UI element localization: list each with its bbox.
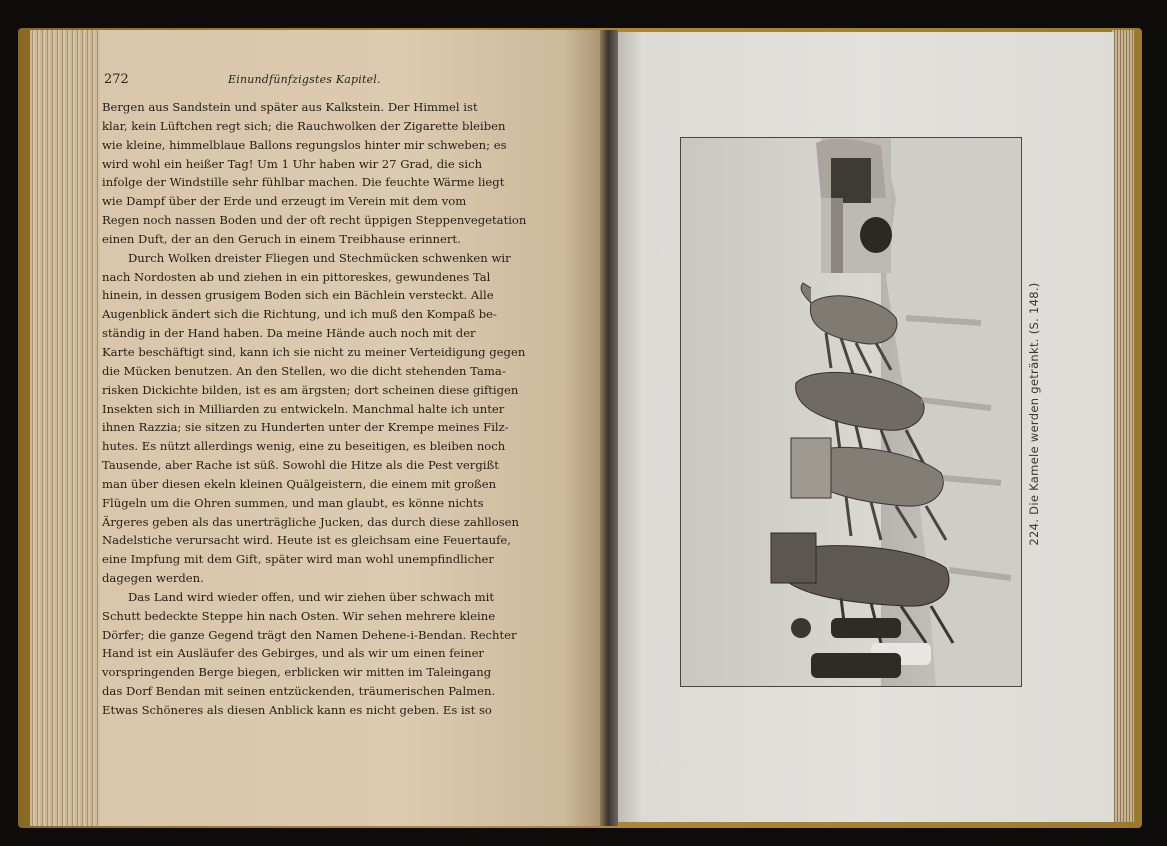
text-line: Hand ist ein Ausläufer des Gebirges, und als wir um einen feiner [102, 646, 484, 661]
text-line: hutes. Es nützt allerdings wenig, eine zu beseitigen, es bleiben noch [102, 439, 506, 454]
text-line: Regen noch nassen Boden und der oft recht üppigen Steppenvegetation [102, 213, 527, 228]
text-line: ständig in der Hand haben. Da meine Hände auch noch mit der [102, 326, 476, 341]
text-line: wie kleine, himmelblaue Ballons regungslos hinter mir schweben; es [102, 137, 507, 152]
text-line: nach Nordosten ab und ziehen in ein pittoreskes, gewundenes Tal [102, 269, 491, 284]
text-line: man über diesen ekeln kleinen Quälgeistern, die einem mit großen [102, 476, 497, 491]
text-line: Flügeln um die Ohren summen, und man glaubt, es könne nichts [102, 495, 484, 510]
text-line: ihnen Razzia; sie sitzen zu Hunderten unter der Krempe meines Filz- [102, 420, 509, 435]
text-line: Das Land wird wieder offen, und wir ziehen über schwach mit [128, 589, 495, 604]
text-line: hinein, in dessen grusigem Boden sich ein Bächlein versteckt. Alle [102, 288, 494, 303]
text-line: Durch Wolken dreister Fliegen und Stechmücken schwenken wir [128, 250, 511, 265]
text-line: die Mücken benutzen. An den Stellen, wo die dicht stehenden Tama- [102, 363, 506, 378]
text-line: Insekten sich in Milliarden zu entwickeln. Manchmal halte ich unter [102, 401, 505, 416]
text-line: wird wohl ein heißer Tag! Um 1 Uhr haben wir 27 Grad, die sich [102, 156, 483, 171]
text-line: Dörfer; die ganze Gegend trägt den Namen Dehene-i-Bendan. Rechter [102, 627, 517, 642]
text-line: risken Dickichte bilden, ist es am ärgsten; dort scheinen diese giftigen [102, 382, 519, 397]
text-line: eine Impfung mit dem Gift, später wird man wohl unempfindlicher [102, 552, 494, 567]
text-line: Karte beschäftigt sind, kann ich sie nicht zu meiner Verteidigung gegen [102, 344, 526, 359]
camels-photo-illustration [681, 138, 1021, 686]
plate-caption: 224. Die Kamele werden getränkt. (S. 148.) [1027, 282, 1041, 546]
text-line: das Dorf Bendan mit seinen entzückenden, träumerischen Palmen. [102, 684, 496, 699]
text-line: klar, kein Lüftchen regt sich; die Rauchwolken der Zigarette bleiben [102, 118, 506, 133]
text-line: vorspringenden Berge biegen, erblicken wir mitten im Taleingang [102, 665, 492, 680]
page-edges-right [1112, 30, 1134, 822]
text-line: Nadelstiche verursacht wird. Heute ist es gleichsam eine Feuertaufe, [102, 533, 511, 548]
text-line: infolge der Windstille sehr fühlbar machen. Die feuchte Wärme liegt [102, 175, 505, 190]
text-line: wie Dampf über der Erde und erzeugt im Verein mit dem vom [102, 194, 467, 209]
text-line: Etwas Schöneres als diesen Anblick kann es nicht geben. Es ist so [102, 703, 492, 717]
body-text [102, 98, 527, 720]
text-line: Augenblick ändert sich die Richtung, und ich muß den Kompaß be- [102, 307, 497, 322]
text-line: Bergen aus Sandstein und später aus Kalkstein. Der Himmel ist [102, 100, 478, 114]
text-line: dagegen werden. [102, 571, 204, 586]
running-head: Einundfünfzigstes Kapitel. [228, 73, 381, 86]
book-gutter [600, 30, 618, 826]
plate-photograph [680, 137, 1022, 687]
text-line: Tausende, aber Rache ist süß. Sowohl die Hitze als die Pest vergißt [102, 458, 499, 473]
text-line: einen Duft, der an den Geruch in einem Treibhause erinnert. [102, 231, 461, 246]
page-header [104, 72, 454, 92]
text-line: Ärgeres geben als das unerträgliche Jucken, das durch diese zahllosen [102, 514, 519, 529]
page-edges-left [30, 30, 108, 826]
page-number: 272 [104, 72, 129, 87]
text-line: Schutt bedeckte Steppe hin nach Osten. Wir sehen mehrere kleine [102, 608, 496, 623]
